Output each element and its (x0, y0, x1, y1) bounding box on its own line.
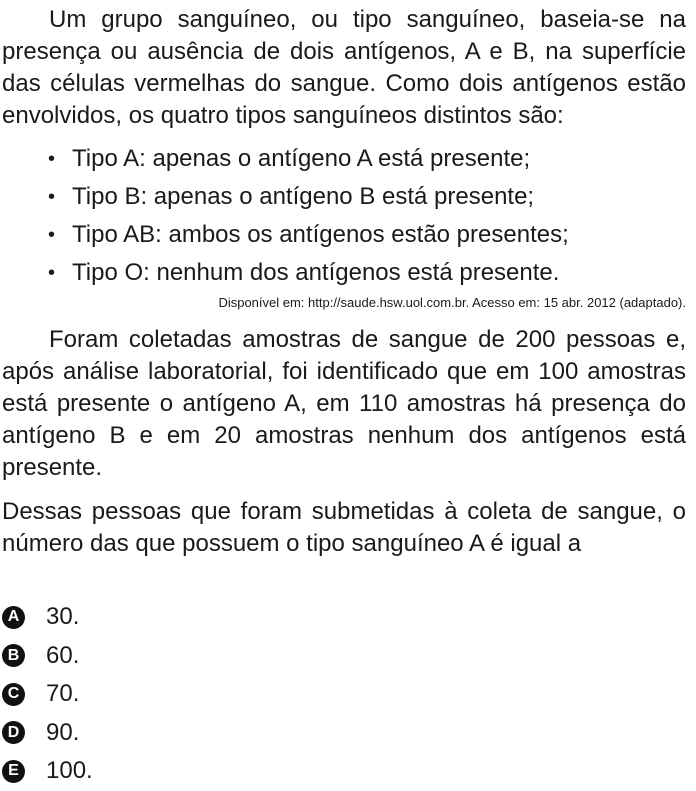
list-item-text: Tipo O: nenhum dos antígenos está presente. (72, 259, 560, 286)
context-paragraph: Foram coletadas amostras de sangue de 200 pessoas e, após análise laboratorial, foi identificado que em 100 amostras está presente o antígeno A, em 110 amostras há presença do antígeno B e em 20 amostras nenhum dos antígenos está presente. (2, 326, 686, 481)
answer-option-d[interactable] (2, 714, 93, 753)
bullet-icon: • (48, 186, 56, 208)
list-item (0, 178, 569, 216)
question-prompt: Dessas pessoas que foram submetidas à coleta de sangue, o número das que possuem o tipo sanguíneo A é igual a (2, 498, 686, 557)
list-item-text: Tipo A: apenas o antígeno A está presente; (72, 145, 531, 172)
list-item-text: Tipo AB: ambos os antígenos estão presentes; (72, 221, 569, 248)
letter-c-badge-icon: C (2, 683, 25, 706)
blood-type-list (0, 140, 569, 292)
intro-paragraph: Um grupo sanguíneo, ou tipo sanguíneo, baseia-se na presença ou ausência de dois antígenos, A e B, na superfície das células vermelhas do sangue. Como dois antígenos estão envolvidos, os quatro tipos sanguíneos distintos são: (2, 6, 686, 129)
answer-option-e[interactable] (2, 752, 93, 791)
answer-option-c[interactable] (2, 675, 93, 714)
answer-options (2, 598, 93, 791)
letter-b-badge-icon: B (2, 644, 25, 667)
answer-option-text: 100. (46, 757, 93, 785)
answer-option-text: 90. (46, 718, 80, 746)
bullet-icon: • (48, 148, 56, 170)
answer-option-a[interactable] (2, 598, 93, 637)
list-item (0, 216, 569, 254)
letter-d-badge-icon: D (2, 721, 25, 744)
answer-option-text: 70. (46, 680, 80, 708)
list-item (0, 254, 569, 292)
letter-e-badge-icon: E (2, 760, 25, 783)
answer-option-text: 60. (46, 641, 80, 669)
answer-option-text: 30. (46, 603, 80, 631)
source-citation: Disponível em: http://saude.hsw.uol.com.br. Acesso em: 15 abr. 2012 (adaptado). (218, 295, 686, 310)
letter-a-badge-icon: A (2, 606, 25, 629)
list-item (0, 140, 569, 178)
bullet-icon: • (48, 224, 56, 246)
list-item-text: Tipo B: apenas o antígeno B está presente; (72, 183, 535, 210)
bullet-icon: • (48, 262, 56, 284)
answer-option-b[interactable] (2, 637, 93, 676)
